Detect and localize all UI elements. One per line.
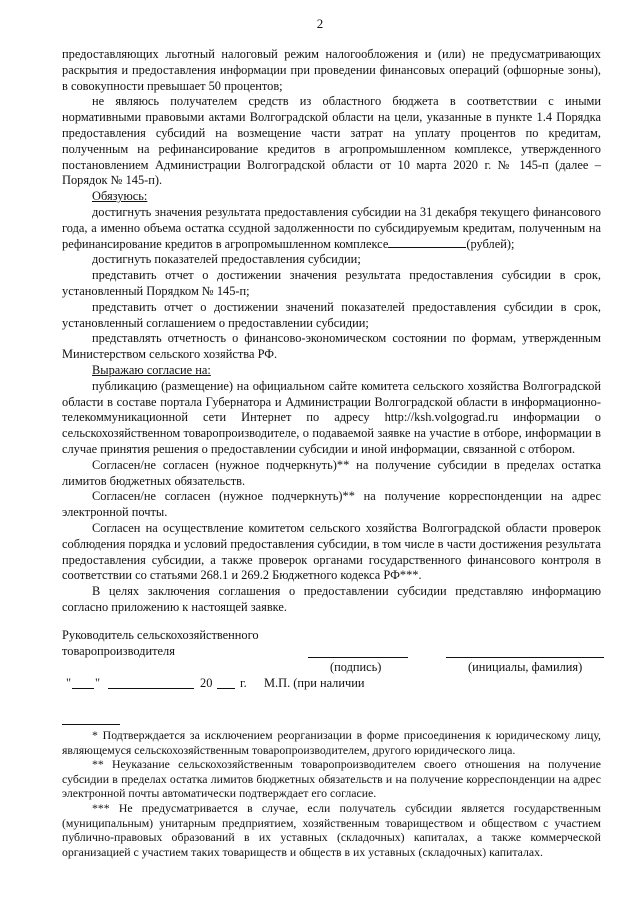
- paragraph-offshore: предоставляющих льготный налоговый режим налогообложения и (или) не предусматривающих раскрытия и предоставления информации при проведении финансовых операций (офшорные зоны), в совокупности превышает 50 процентов;: [62, 47, 601, 93]
- signatory-title-line1: Руководитель сельскохозяйственного: [62, 628, 259, 642]
- paragraph-not-recipient: не являюсь получателем средств из областного бюджета в соответствии с иными нормативными правовыми актами Волгоградской области на цели, указанные в пункте 1.4 Порядка предоставления субсидий на возмещение части затрат на уплату процентов по кредитам, полученным на рефинансирование кредитов в агропромышленном комплексе, утвержденного постановлением Администрации Волгоградской области от 10 марта 2020 г. № 145-п (далее – Порядок № 145-п).: [62, 94, 601, 188]
- footnote-3: *** Не предусматривается в случае, если получатель субсидии является государственным (муниципальным) унитарным предприятием, хозяйственным товариществом и обществом с участием публично-правовых образований в их уставных (складочных) капиталах, а также коммерческой организацией с участием таких товариществ и обществ в их уставных (складочных) капиталах.: [62, 800, 601, 859]
- paragraph-report-indicators: представить отчет о достижении значений показателей предоставления субсидии в срок, установленный соглашением о предоставлении субсидии;: [62, 299, 601, 330]
- date-quote-open: ": [66, 676, 72, 690]
- paragraph-report-result: представить отчет о достижении значения результата предоставления субсидии в срок, установленный Порядком № 145-п;: [62, 268, 601, 298]
- year-suffix: г.: [240, 676, 247, 690]
- amount-blank: [388, 237, 466, 248]
- paragraph-heading-obligations: Обязуюсь:: [92, 189, 148, 204]
- page-number: 2: [316, 16, 324, 31]
- paragraph-consent-inspections: Согласен на осуществление комитетом сельского хозяйства Волгоградской области проверок соблюдения порядка и условий предоставления субсидии, в том числе в части достижения результата предоставления субсидии, а также проверок органами государственного финансового контроля в соответствии со статьями 268.1 и 269.2 Бюджетного кодекса РФ***.: [62, 520, 601, 583]
- paragraph-consent-email: Согласен/не согласен (нужное подчеркнуть)** на получение корреспонденции на адрес электронной почты.: [62, 489, 601, 520]
- paragraph-reach-indicators: достигнуть показателей предоставления субсидии;: [92, 252, 361, 267]
- name-caption: (инициалы, фамилия): [468, 660, 583, 674]
- paragraph-consent-limits: Согласен/не согласен (нужное подчеркнуть)** на получение субсидии в пределах остатка лимитов бюджетных обязательств.: [62, 457, 601, 488]
- name-line: [446, 657, 604, 658]
- footnote-1: * Подтверждается за исключением реорганизации в форме присоединения к юридическому лицу, являющемуся сельскохозяйственным товаропроизводителем, другого юридического лица.: [62, 728, 601, 757]
- year-blank: [217, 688, 235, 689]
- signature-caption: (подпись): [330, 660, 382, 674]
- footnotes: [62, 728, 601, 859]
- document-body: [62, 47, 601, 616]
- paragraph-publication: публикацию (размещение) на официальном сайте комитета сельского хозяйства Волгоградской области в составе портала Губернатора и Администрации Волгоградской области в информационно-телекоммуникационной сети Интернет по адресу http://ksh.volgograd.ru информации о сельскохозяйственном товаропроизводителе, о подаваемой заявке на участие в отборе, информации в случае принятия решения о предоставлении субсидии и иной информации, связанной с отбором.: [62, 378, 601, 456]
- signature-block: [62, 628, 622, 660]
- signature-line: [308, 657, 408, 658]
- footnote-separator: [62, 724, 120, 725]
- footnote-2: ** Неуказание сельскохозяйственным товаропроизводителем своего отношения на получение субсидии в пределах остатка лимитов бюджетных обязательств и на получение корреспонденции на адрес электронной почты автоматически подтверждает его согласие.: [62, 757, 601, 801]
- day-blank: [72, 688, 94, 689]
- month-blank: [108, 688, 194, 689]
- signatory-title-line2: товаропроизводителя: [62, 643, 175, 658]
- paragraph-agreement-info: В целях заключения соглашения о предоставлении субсидии представляю информацию согласно приложению к настоящей заявке.: [62, 584, 601, 614]
- stamp-label: М.П. (при наличии: [264, 676, 365, 690]
- paragraph-reach-result: достигнуть значения результата предоставления субсидии на 31 декабря текущего финансового года, а именно объема остатка ссудной задолженности по субсидируемым кредитам, полученным на рефинансирование кредитов в агропромышленном комплексе (рублей);: [62, 204, 601, 251]
- year-prefix: 20: [200, 676, 213, 690]
- paragraph-heading-consent: Выражаю согласие на:: [92, 362, 211, 377]
- date-quote-close: ": [95, 676, 101, 690]
- date-row: [66, 676, 396, 692]
- paragraph-financial-reporting: представлять отчетность о финансово-экономическом состоянии по формам, утвержденным Министерством сельского хозяйства РФ.: [62, 331, 601, 362]
